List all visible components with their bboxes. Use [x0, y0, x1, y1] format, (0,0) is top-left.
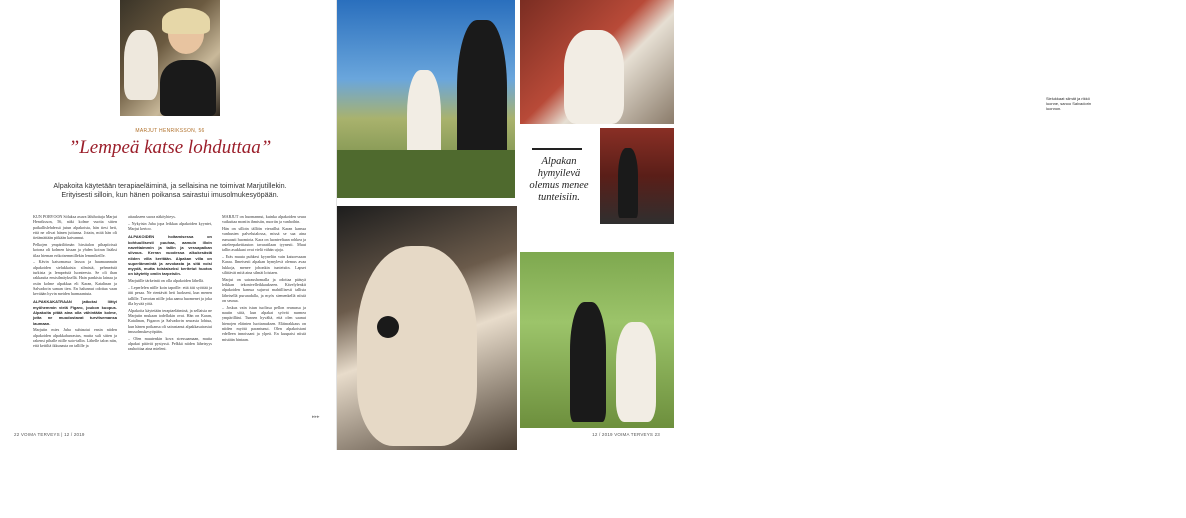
alpaca-shape: [564, 30, 624, 124]
body-column-2: [128, 214, 212, 353]
person-shape: [618, 148, 638, 218]
paragraph: – Olen muutenkin kova stressaamaan, mutta alpakat pitävät pystyssä. Pelkkä niiden läheisyys rauhoittaa aina mieleni.: [128, 335, 212, 352]
pull-quote: [522, 148, 596, 238]
white-alpaca-photo: [520, 0, 1092, 124]
pull-quote-rule: [532, 148, 582, 150]
photo-caption: Kävelyreissu ovat hienoja. Alpakot ovat Etelä-Amerikasta, mutta ne ovat hyvin sopeutuneet Suomen ilmastoon.: [1046, 508, 1184, 518]
paragraph: MARJUT on huomannut, kuinka alpakoiden seura vaikuttaa moniin ihmisiin, nuoriin ja vanhoihin.: [222, 214, 306, 225]
subheading-paragraph: ALPAKOIDEN hoitamisessa on kohtuullisesti puuhaa, aamuin illoin navettaimmin ja tallin ja vessapaikan siivous. Kerran vuodessa alkukesästä niiden villa keritään. Alpakan villa on superlämmintä ja arvokasta ja sitä voisi myydä, mutta toistaiseksi keritetut huotos on käytetty omiin tarpeisiin.: [128, 234, 212, 277]
paragraph: Marjutin mies Juha suhtautui ensin niiden alpakoiden alpakkaharrastus, mutta suli sitten ja rakensi pihalle niille suto-tallin. Lähelle talon niin, että kettiltä ikkunasta on tallille ja: [33, 327, 117, 349]
folio-left: 22 VOIMA TERVEYS | 12 / 2019: [14, 432, 85, 437]
paragraph: Alpakoita käytetään terapiaeläiminä, ja sellaisia ne Marjutin mukaan todellakin ovat. Hän on Karan, Katalinan, Figaron ja Salvadorin seurasta lohtua, kun hänen poikansa oli sairastanut alpakkasairastui imusolmukesyöpään.: [128, 307, 212, 334]
continue-mark: ▸▸▸: [312, 414, 320, 420]
barn-photo: [600, 128, 674, 224]
article-kicker: MARJUT HENRIKSSON, 56: [135, 128, 205, 134]
person-body-shape: [160, 60, 216, 116]
paragraph: Hän on silloin tällöin vieraillut Karan kanssa vanhusten palvelutalossa, missä se saa aina runsaasti huomiota. Kara on luonteeltaan rohkea ja asteleepakettiauton tavaratilaan tyynesti. Muut tallin asukkaat ovat vielä vähän ujoja.: [222, 226, 306, 253]
paragraph: Marjutille tärkeintä on olla alpakoiden lähellä.: [128, 278, 204, 284]
alpaca-shape: [616, 322, 656, 422]
paragraph: – Eräs muuta puhkesi kyyneliin vain katsoessaan Karaa. Ilmeisesti alpakan hymylevä olemus avaa lukkoja, menee johonkin tunteisiin. Lapset silittävät mitä aina silmät loistaen.: [222, 254, 306, 275]
paragraph: – Kävin katsomassa lassoa ja huumaannuin alpakoiden sielukkaista silmistä, pehmeästä turkista ja lempeästä luonteesta. Se oli ihan rakkautta ensisilmäyksellä. Hain pankista lainaa ja ostin kolme alpakkaa eli Karan, Katalinan ja Salvadorin saman tien. En halunnut odottaa vaan keväään hyvin meiden harmaantuta.: [33, 259, 117, 297]
portrait-photo: [120, 0, 220, 116]
paragraph: aitaukseen suora näköyhteys.: [128, 214, 176, 219]
paragraph: – Leperlelen niille koin tapoille: että äiti syöttää ja äiti pesaa. Ne rientävät heti luokseni, kun menen tallille. Travotan niille joka aamu huomenet ja joka illa hyvää yötä.: [128, 285, 212, 306]
alpaca-face-shape: [357, 246, 477, 446]
body-column-1: [33, 214, 117, 350]
paragraph: KUN PORVOON Sölaksa asuva lähihoitaja Marjut Henriksson, 56, näki kolme vuotta sitten paikallislehdessä jutun alpakoista, hän tiesi heti, että ne olivat hänen juttunsa. Jotain, mitä hän oli tietämättään pitkään kaivannut.: [33, 214, 117, 241]
ground-shape: [337, 150, 515, 198]
photo-caption: Sielukkaat silmät ja rikkö luonne, sanoo Salvadorin luonnon.: [1046, 96, 1092, 111]
article-lead: Alpakoita käytetään terapiaeläiminä, ja sellaisina ne toimivat Marjutillekin. Erityisesti silloin, kun hänen poikansa sairastui imusolmukesyöpään.: [53, 181, 287, 199]
paragraph: Pelkojen ympärilöimän hirsitalon pihapiirissä kotona oli kolmen kissan ja yhden koiran lisäksi tilaa hieman erikoisemmillekin lemmikeille.: [33, 241, 117, 258]
alpaca-shape: [124, 30, 158, 100]
hair-shape: [162, 8, 210, 34]
paragraph: – Joskus vain istun tuolissa pellon reunassa ja nautin siitä, kun alpakat syövät nurmea ympärilläni. Tunnen hyvältä, että olen saanut hienojen eläinten luottamuksen. Eläinrakkaus on niiden myötä parantunut. Olen alpakoistani edelleen innoissani ja ylpeä. En kuupaisi niistä mistään hintaan.: [222, 304, 306, 342]
body-column-3: [222, 214, 306, 343]
photo-caption: Keskimisten karvojensa alpakkisuuden alpakoiden pää on toivuttu ylenkaa, pitkän puun värissä mutta luukkatua, melkein luomasa.: [791, 422, 845, 447]
photo-caption: Alpakot mekkevät tulisensa aurinu, mutta ovat voitimanpeäsny kevotanttsen.: [795, 166, 848, 181]
article-headline: ”Lempeä katse lohduttaa”: [68, 137, 272, 158]
subheading-paragraph: ALPAKKAKATRAAN jatkoksi liittyi myöhemmin vielä Figaro, joukon kuopus. Alpakoita pitää aina olla vähintään kolme, jotta ne muodostavat turvitsemansa laumaan.: [33, 299, 117, 326]
person-shape: [570, 302, 606, 422]
folio-right: 12 / 2019 VOIMA TERVEYS 23: [592, 432, 660, 437]
paragraph: – Nykyisin Juha jopa leikkaa alpakoiden kyyntet, Marjut kertoo.: [128, 220, 212, 232]
alpaca-eye-shape: [377, 316, 399, 338]
paragraph: Marjut on sairaushomalla ja odottaa pääsyä leikkan tekonivelleikkaukseen. Kävelylenkit alpakoiden kanssa sujuvat mahtillisesti tallista läheisellä pururadalla, ja myös siemenkellä niistä on seuraa.: [222, 276, 306, 303]
pull-quote-text: Alpakan hymyilevä olemus menee tunteisiin.: [529, 156, 589, 203]
